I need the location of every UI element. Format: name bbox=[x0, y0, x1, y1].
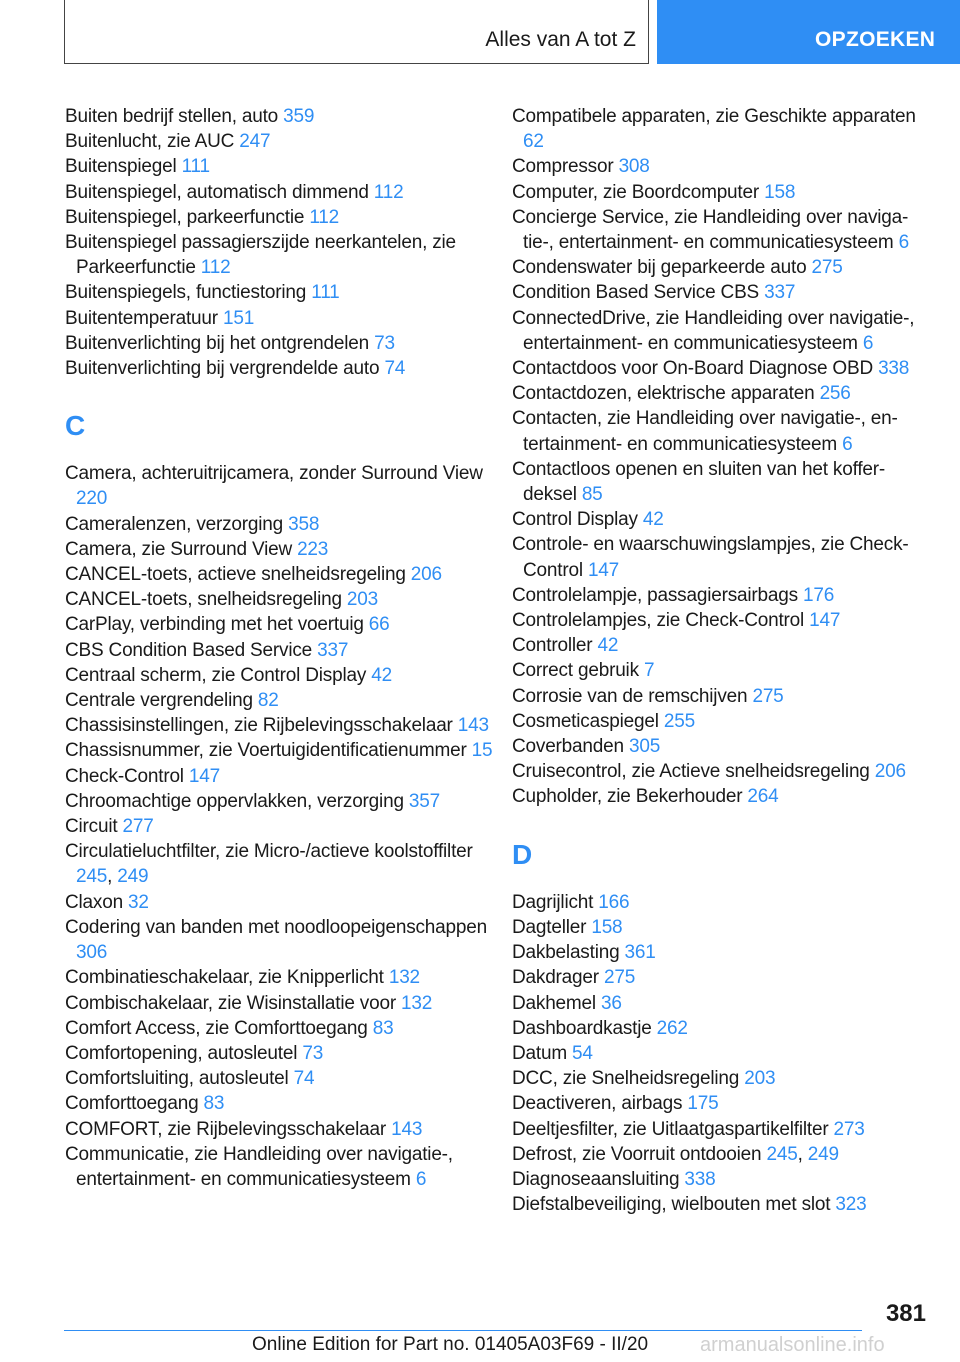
index-entry bbox=[512, 104, 932, 154]
entry-term: Dakhemel bbox=[512, 992, 602, 1014]
page-link[interactable]: 112 bbox=[309, 206, 340, 228]
index-entry bbox=[512, 406, 932, 456]
index-entry bbox=[512, 734, 932, 759]
entry-term: Controlelampje, passagiersairbags bbox=[512, 584, 804, 606]
entry-term: Dakdrager bbox=[512, 967, 604, 989]
page-link[interactable]: 223 bbox=[297, 538, 329, 560]
entry-term: Buitentemperatuur bbox=[65, 307, 223, 329]
entry-term: Contacten, zie Handleiding over navigatie-, entertainment- en communicatiesysteem bbox=[512, 408, 898, 455]
entry-term: CarPlay, verbinding met het voertuig bbox=[65, 614, 369, 636]
entry-term: Combischakelaar, zie Wisinstallatie voor bbox=[65, 992, 402, 1014]
index-entry bbox=[65, 814, 505, 839]
page-link[interactable]: 359 bbox=[283, 106, 315, 127]
entry-term: Camera, achteruitrijcamera, zonder Surround View bbox=[65, 463, 483, 485]
entry-term: Dagrijlicht bbox=[512, 891, 599, 913]
page-link[interactable]: 6 bbox=[898, 232, 909, 254]
index-entry bbox=[65, 461, 505, 511]
page-link[interactable]: 361 bbox=[624, 942, 656, 964]
index-entry bbox=[512, 940, 932, 965]
index-entry bbox=[512, 784, 932, 809]
index-entry bbox=[65, 991, 505, 1016]
entry-term: Chroomachtige oppervlakken, verzorging bbox=[65, 790, 409, 812]
page-link[interactable]: 83 bbox=[203, 1093, 225, 1115]
index-entry bbox=[512, 608, 932, 633]
index-entry bbox=[512, 583, 932, 608]
entry-term: Buitenlucht, zie AUC bbox=[65, 131, 240, 153]
index-entry bbox=[65, 764, 505, 789]
index-entry bbox=[512, 709, 932, 734]
page-link[interactable]: 256 bbox=[819, 383, 851, 405]
page-link[interactable]: 111 bbox=[181, 156, 210, 178]
entry-term: Controle- en waarschuwingslampjes, zie Check-Control bbox=[512, 534, 909, 581]
index-entry bbox=[65, 512, 505, 537]
entry-term: Coverbanden bbox=[512, 736, 629, 758]
page-link[interactable]: 82 bbox=[257, 690, 279, 712]
index-entry bbox=[65, 205, 505, 230]
entry-term: CANCEL-toets, actieve snelheidsregeling bbox=[65, 564, 411, 586]
page-link[interactable]: 175 bbox=[687, 1093, 719, 1115]
entry-term: Combinatieschakelaar, zie Knipperlicht bbox=[65, 967, 389, 989]
page-link[interactable]: 337 bbox=[764, 282, 796, 304]
page-link[interactable]: 358 bbox=[288, 513, 320, 535]
page-link[interactable]: 73 bbox=[302, 1042, 324, 1064]
index-entry bbox=[65, 104, 505, 129]
entry-term: Dagteller bbox=[512, 916, 592, 938]
entry-term: Circuit bbox=[65, 816, 123, 838]
entry-term: Correct gebruik bbox=[512, 660, 644, 682]
entry-term: Condition Based Service CBS bbox=[512, 282, 765, 304]
entry-term: Cameralenzen, verzorging bbox=[65, 513, 289, 535]
page-link[interactable]: 249 bbox=[807, 1143, 839, 1165]
page-link[interactable]: 273 bbox=[833, 1118, 865, 1140]
index-entry bbox=[512, 154, 932, 179]
page-link[interactable]: 83 bbox=[372, 1017, 394, 1039]
index-entry bbox=[65, 738, 505, 763]
index-entry bbox=[65, 129, 505, 154]
index-entry bbox=[65, 331, 505, 356]
page-link[interactable]: 275 bbox=[752, 685, 784, 707]
index-entry bbox=[512, 457, 932, 507]
page-link[interactable]: 305 bbox=[628, 736, 661, 758]
index-entry bbox=[65, 587, 505, 612]
entry-term: Dashboardkastje bbox=[512, 1017, 657, 1039]
page-link[interactable]: 264 bbox=[747, 786, 779, 808]
page-link[interactable]: 132 bbox=[401, 992, 433, 1014]
page-link[interactable]: 308 bbox=[618, 156, 650, 178]
index-entry bbox=[65, 1091, 505, 1116]
page-link[interactable]: 112 bbox=[373, 181, 404, 203]
search-button[interactable]: OPZOEKEN bbox=[657, 0, 960, 64]
entry-term: CBS Condition Based Service bbox=[65, 639, 318, 661]
index-entry bbox=[512, 1167, 932, 1192]
entry-term: Cosmeticaspiegel bbox=[512, 710, 664, 732]
index-entry bbox=[512, 684, 932, 709]
footer-divider bbox=[64, 1330, 862, 1331]
index-entry bbox=[65, 537, 505, 562]
page-link[interactable]: 74 bbox=[384, 358, 406, 380]
entry-term: DCC, zie Snelheidsregeling bbox=[512, 1068, 745, 1090]
page-link[interactable]: 166 bbox=[598, 891, 630, 913]
page-link[interactable]: 132 bbox=[388, 967, 420, 989]
page-link[interactable]: 337 bbox=[317, 639, 349, 661]
entry-term: Centraal scherm, zie Control Display bbox=[65, 664, 372, 686]
index-entry bbox=[512, 991, 932, 1016]
index-entry bbox=[65, 688, 505, 713]
entry-term: ConnectedDrive, zie Handleiding over navigatie-, entertainment- en communicatiesysteem bbox=[512, 307, 915, 354]
page-link[interactable]: 62 bbox=[523, 131, 544, 153]
entry-term: Diagnoseaansluiting bbox=[512, 1168, 685, 1190]
index-entry bbox=[512, 1041, 932, 1066]
index-column-left bbox=[65, 104, 505, 1192]
watermark-text: armanualsonline.info bbox=[700, 1334, 885, 1356]
index-entry bbox=[512, 507, 932, 532]
index-entry bbox=[512, 890, 932, 915]
entry-term: Buitenverlichting bij het ontgrendelen bbox=[65, 332, 375, 354]
index-entry bbox=[512, 915, 932, 940]
page-link[interactable]: 151 bbox=[223, 307, 255, 329]
page-link[interactable]: 147 bbox=[809, 610, 841, 632]
entry-term: Chassisnummer, zie Voertuigidentificatienummer bbox=[65, 740, 472, 762]
index-entry bbox=[65, 356, 505, 381]
page-link[interactable]: 275 bbox=[604, 967, 636, 989]
entry-term: Control Display bbox=[512, 509, 643, 531]
entry-term: Controlelampjes, zie Check-Control bbox=[512, 610, 810, 632]
page-link[interactable]: 66 bbox=[368, 614, 390, 636]
entry-term: Buitenspiegels, functiestoring bbox=[65, 282, 312, 304]
entry-term: Diefstalbeveiliging, wielbouten met slot bbox=[512, 1194, 836, 1216]
entry-term: Cupholder, zie Bekerhouder bbox=[512, 786, 748, 808]
entry-term: Chassisinstellingen, zie Rijbelevingsschakelaar bbox=[65, 715, 458, 737]
page-link[interactable]: 206 bbox=[874, 761, 906, 783]
index-entry bbox=[65, 280, 505, 305]
entry-term: COMFORT, zie Rijbelevingsschakelaar bbox=[65, 1118, 392, 1140]
index-entry bbox=[65, 789, 505, 814]
index-entry bbox=[512, 180, 932, 205]
index-column-right bbox=[512, 104, 932, 1217]
index-entry bbox=[65, 638, 505, 663]
page-link[interactable]: 206 bbox=[410, 564, 442, 586]
entry-term: Codering van banden met noodloopeigenschappen bbox=[65, 916, 488, 938]
index-entry bbox=[65, 965, 505, 990]
index-entry bbox=[65, 1016, 505, 1041]
index-entry bbox=[512, 965, 932, 990]
entry-term: Compressor bbox=[512, 156, 619, 178]
index-entry bbox=[65, 1117, 505, 1142]
page-link[interactable]: 262 bbox=[656, 1017, 688, 1039]
entry-term: Comfort Access, zie Comforttoegang bbox=[65, 1017, 373, 1039]
index-entry bbox=[65, 915, 505, 965]
entry-term: Buitenspiegel, automatisch dimmend bbox=[65, 181, 374, 203]
page-link[interactable]: 74 bbox=[293, 1068, 315, 1090]
page-link[interactable]: 143 bbox=[391, 1118, 423, 1140]
entry-term: Buitenspiegel, parkeerfunctie bbox=[65, 206, 310, 228]
page-link[interactable]: 42 bbox=[597, 635, 619, 657]
entry-term: Contactdozen, elektrische apparaten bbox=[512, 383, 820, 405]
page-link[interactable]: 6 bbox=[862, 332, 874, 354]
entry-term: Comfortopening, autosleutel bbox=[65, 1042, 303, 1064]
section-title: Alles van A tot Z bbox=[485, 28, 636, 51]
page-link[interactable]: 111 bbox=[311, 282, 340, 304]
page-link[interactable]: 176 bbox=[803, 584, 835, 606]
index-entry bbox=[512, 1016, 932, 1041]
page-link[interactable]: 203 bbox=[744, 1068, 776, 1090]
page-link[interactable]: 143 bbox=[457, 715, 489, 737]
page-link[interactable]: 158 bbox=[764, 181, 796, 203]
entry-term: Contactdoos voor On-Board Diagnose OBD bbox=[512, 358, 879, 380]
index-entry bbox=[512, 1091, 932, 1116]
index-entry bbox=[65, 306, 505, 331]
page-link[interactable]: 249 bbox=[117, 866, 149, 888]
index-entry bbox=[65, 180, 505, 205]
page-link[interactable]: 245 bbox=[766, 1143, 798, 1165]
page-link[interactable]: 42 bbox=[371, 664, 392, 686]
index-entry bbox=[65, 1142, 505, 1192]
index-entry bbox=[512, 255, 932, 280]
page-number: 381 bbox=[885, 1300, 926, 1327]
index-entry bbox=[512, 356, 932, 381]
index-entry bbox=[65, 1066, 505, 1091]
index-entry bbox=[65, 230, 505, 280]
page-link[interactable]: 15 bbox=[471, 740, 493, 762]
entry-term: Buitenspiegel passagierszijde neerkantelen, zie Parkeerfunctie bbox=[65, 232, 456, 279]
page-link[interactable]: 6 bbox=[842, 433, 853, 455]
page-link[interactable]: 220 bbox=[76, 488, 108, 510]
page-link[interactable]: 36 bbox=[601, 992, 622, 1014]
page-link[interactable]: 147 bbox=[188, 765, 221, 787]
page-link[interactable]: 32 bbox=[128, 891, 149, 913]
index-entry bbox=[65, 663, 505, 688]
entry-term: Contactloos openen en sluiten van het kofferdeksel bbox=[512, 458, 886, 506]
index-entry: Circulatieluchtfilter, zie Micro-/actieve koolstoffilter 245, 249 bbox=[65, 841, 473, 888]
index-entry bbox=[512, 633, 932, 658]
page-link[interactable]: 147 bbox=[587, 559, 620, 581]
entry-term: Buitenspiegel bbox=[65, 156, 182, 178]
page-link[interactable]: 158 bbox=[591, 916, 623, 938]
page-link[interactable]: 6 bbox=[415, 1168, 427, 1190]
entry-term: Buiten bedrijf stellen, auto bbox=[65, 106, 284, 127]
page-link[interactable]: 203 bbox=[346, 589, 379, 611]
index-entry bbox=[65, 612, 505, 637]
entry-term: Dakbelasting bbox=[512, 942, 625, 964]
entry-term: Controller bbox=[512, 635, 598, 657]
page-link[interactable]: 275 bbox=[811, 257, 843, 279]
entry-term: Defrost, zie Voorruit ontdooien bbox=[512, 1143, 767, 1165]
index-entry bbox=[512, 759, 932, 784]
entry-term: Check-Control bbox=[65, 765, 189, 787]
index-entry bbox=[512, 658, 932, 683]
page-link[interactable]: 277 bbox=[122, 816, 154, 838]
index-entry bbox=[512, 205, 932, 255]
entry-term: Communicatie, zie Handleiding over navigatie-, entertainment- en communicatiesysteem bbox=[65, 1143, 453, 1190]
entry-term: Computer, zie Boordcomputer bbox=[512, 181, 765, 203]
section-letter: D bbox=[512, 838, 533, 870]
entry-term: Deeltjesfilter, zie Uitlaatgaspartikelfilter bbox=[512, 1118, 834, 1140]
entry-term: Condenswater bij geparkeerde auto bbox=[512, 257, 812, 279]
entry-term: Claxon bbox=[65, 891, 129, 913]
index-entry bbox=[65, 1041, 505, 1066]
index-entry bbox=[65, 713, 505, 738]
page-link[interactable]: 338 bbox=[878, 358, 910, 380]
index-entry bbox=[512, 1117, 932, 1142]
index-entry bbox=[512, 381, 932, 406]
entry-term: CANCEL-toets, snelheidsregeling bbox=[65, 589, 347, 611]
entry-term: Circulatieluchtfilter, zie Micro-/actieve koolstoffilter bbox=[65, 841, 473, 863]
page-link[interactable]: 73 bbox=[374, 332, 395, 354]
entry-term: Concierge Service, zie Handleiding over navigatie-, entertainment- en communicatiesysteem bbox=[512, 206, 909, 254]
page-link[interactable]: 245 bbox=[76, 866, 108, 888]
index-entry bbox=[65, 562, 505, 587]
page-link[interactable]: 54 bbox=[572, 1042, 593, 1064]
entry-term: Camera, zie Surround View bbox=[65, 538, 298, 560]
page-link[interactable]: 323 bbox=[835, 1194, 867, 1216]
page-link[interactable]: 247 bbox=[239, 131, 271, 153]
entry-term: Deactiveren, airbags bbox=[512, 1093, 688, 1115]
header-title-box bbox=[64, 0, 649, 64]
entry-term: Datum bbox=[512, 1042, 573, 1064]
index-entry bbox=[65, 890, 505, 915]
entry-term: Buitenverlichting bij vergrendelde auto bbox=[65, 358, 385, 380]
section-letter: C bbox=[65, 410, 86, 442]
entry-term: Corrosie van de remschijven bbox=[512, 685, 753, 707]
index-entry bbox=[512, 1066, 932, 1091]
page-link[interactable]: 255 bbox=[663, 710, 695, 732]
entry-term: Comforttoegang bbox=[65, 1093, 204, 1115]
page-link[interactable]: 42 bbox=[642, 509, 664, 531]
entry-term: Comfortsluiting, autosleutel bbox=[65, 1068, 294, 1090]
index-entry bbox=[512, 1192, 932, 1217]
index-entry: Defrost, zie Voorruit ontdooien 245, 249 bbox=[512, 1143, 839, 1165]
page-link[interactable]: 7 bbox=[643, 660, 655, 682]
page-link[interactable]: 306 bbox=[76, 942, 108, 964]
index-entry bbox=[512, 280, 932, 305]
index-entry bbox=[65, 154, 505, 179]
entry-term: Compatibele apparaten, zie Geschikte apparaten bbox=[512, 106, 916, 127]
edition-note: Online Edition for Part no. 01405A03F69 - II/20 bbox=[252, 1334, 649, 1355]
index-entry bbox=[512, 532, 932, 582]
page-link[interactable]: 357 bbox=[408, 790, 440, 812]
page-link[interactable]: 85 bbox=[581, 484, 603, 506]
index-entry bbox=[512, 306, 932, 356]
page-link[interactable]: 112 bbox=[200, 257, 231, 279]
entry-term: Cruisecontrol, zie Actieve snelheidsregeling bbox=[512, 761, 875, 783]
page-link[interactable]: 338 bbox=[684, 1168, 716, 1190]
entry-term: Centrale vergrendeling bbox=[65, 690, 258, 712]
